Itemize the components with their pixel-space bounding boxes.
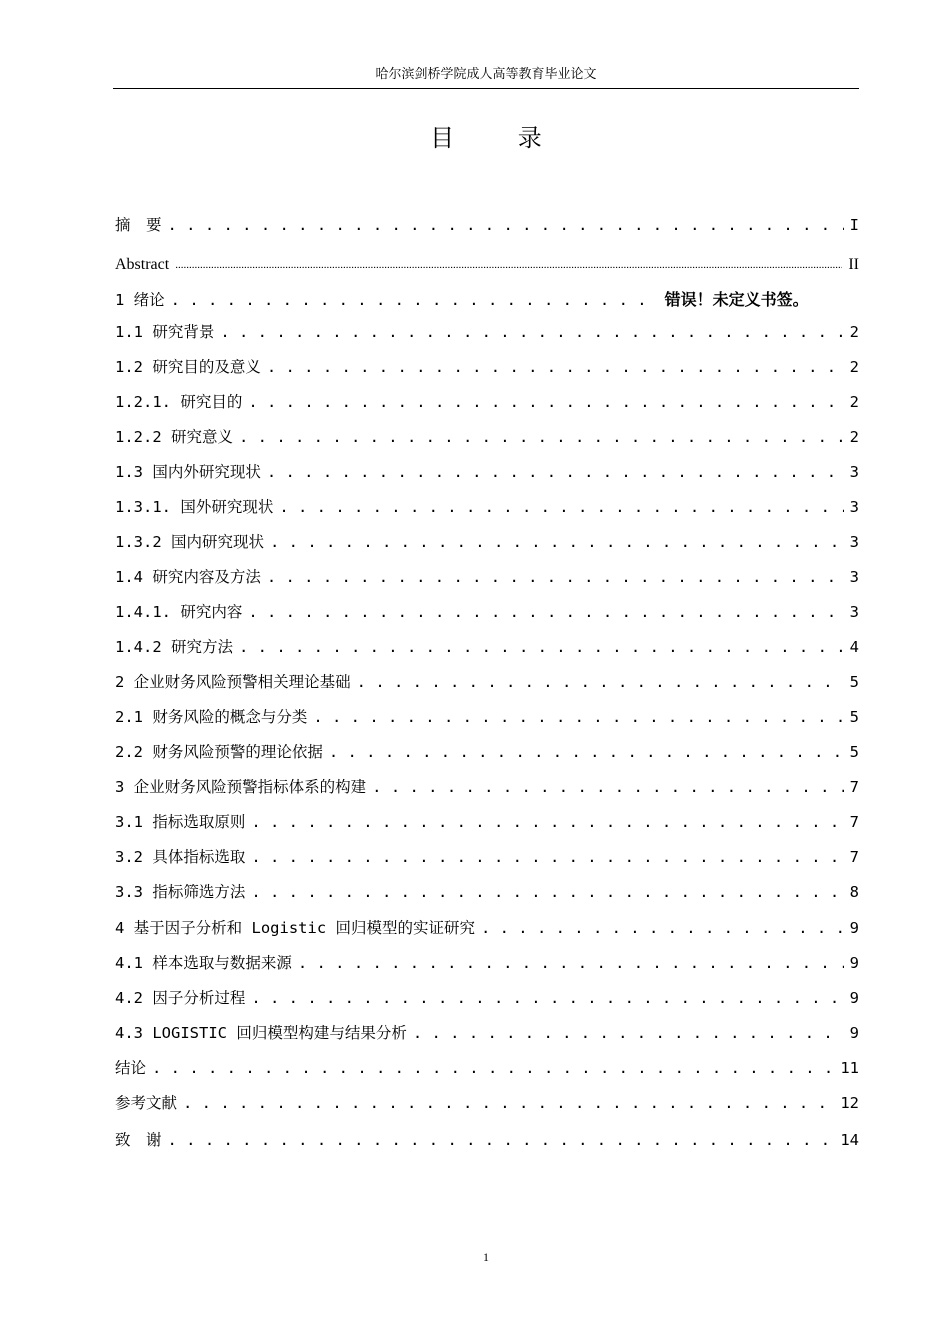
toc-entry-label: 2 企业财务风险预警相关理论基础 <box>115 673 351 691</box>
toc-entry-label: 4 基于因子分析和 Logistic 回归模型的实证研究 <box>115 919 475 937</box>
toc-entry-label: 1.3.1. 国外研究现状 <box>115 498 274 516</box>
toc-entry-page: 9 <box>849 989 859 1007</box>
toc-leader-dots <box>239 426 844 448</box>
toc-entry-page: 3 <box>849 463 859 481</box>
toc-entry[interactable] <box>115 1092 859 1114</box>
toc-entry[interactable] <box>115 776 859 798</box>
toc-leader-dots <box>481 917 844 939</box>
toc-entry[interactable] <box>115 289 859 311</box>
toc-entry-label: 1.2.1. 研究目的 <box>115 393 243 411</box>
toc-leader-dots <box>175 254 842 276</box>
toc-leader-dots <box>220 321 843 343</box>
toc-entry-label: 1.4 研究内容及方法 <box>115 568 261 586</box>
toc-leader-dots <box>267 566 844 588</box>
toc-entry-page: 2 <box>849 358 859 376</box>
toc-entry[interactable] <box>115 1129 859 1151</box>
toc-entry[interactable] <box>115 356 859 378</box>
toc-entry-label: 1.2 研究目的及意义 <box>115 358 261 376</box>
toc-leader-dots <box>357 671 844 693</box>
toc-entry[interactable] <box>115 846 859 868</box>
toc-entry[interactable] <box>115 391 859 413</box>
toc-leader-dots <box>413 1022 844 1044</box>
toc-leader-dots <box>251 846 843 868</box>
toc-leader-dots <box>171 289 651 311</box>
toc-leader-dots <box>329 741 844 763</box>
page-number: 1 <box>483 1250 489 1264</box>
toc-leader-dots <box>183 1092 834 1114</box>
toc-leader-dots <box>168 214 844 236</box>
toc-leader-dots <box>152 1057 834 1079</box>
toc-entry-label: 1.3 国内外研究现状 <box>115 463 261 481</box>
toc-entry-page: 9 <box>849 954 859 972</box>
toc-entry-page: 8 <box>849 883 859 901</box>
toc-entry-label: 摘 要 <box>115 216 162 234</box>
toc-entry[interactable] <box>115 636 859 658</box>
toc-entry-label: 1.1 研究背景 <box>115 323 215 341</box>
toc-entry-page: 7 <box>849 848 859 866</box>
toc-entry[interactable] <box>115 461 859 483</box>
toc-entry-label: 1.4.2 研究方法 <box>115 638 233 656</box>
page-title: 目 录 <box>430 124 570 152</box>
toc-entry-label: 3 企业财务风险预警指标体系的构建 <box>115 778 367 796</box>
running-header: 哈尔滨剑桥学院成人高等教育毕业论文 <box>375 67 597 82</box>
toc-entry-page: 5 <box>849 708 859 726</box>
toc-entry-page: 9 <box>849 1024 859 1042</box>
toc-entry[interactable] <box>115 496 859 518</box>
toc-entry-label: 4.2 因子分析过程 <box>115 989 246 1007</box>
toc-entry-label: 结论 <box>115 1059 147 1077</box>
toc-entry[interactable] <box>115 321 859 343</box>
toc-entry-page: 12 <box>840 1094 859 1112</box>
toc-entry[interactable] <box>115 426 859 448</box>
toc-entry-label: 1.4.1. 研究内容 <box>115 603 243 621</box>
toc-entry-page: 3 <box>849 568 859 586</box>
toc-leader-dots <box>267 461 844 483</box>
toc-entry[interactable] <box>115 706 859 728</box>
toc-entry[interactable] <box>115 741 859 763</box>
toc-entry-label: 4.1 样本选取与数据来源 <box>115 954 292 972</box>
toc-entry-page: 5 <box>849 743 859 761</box>
toc-entry[interactable] <box>115 1057 859 1079</box>
toc-entry[interactable] <box>115 671 859 693</box>
toc-entry-page: 3 <box>849 603 859 621</box>
toc-entry[interactable] <box>115 917 859 939</box>
toc-entry-label: Abstract <box>115 256 170 273</box>
toc-entry[interactable] <box>115 566 859 588</box>
toc-leader-dots <box>248 391 843 413</box>
toc-entry-label: 参考文献 <box>115 1094 178 1112</box>
toc-entry-page: 7 <box>849 778 859 796</box>
toc-leader-dots <box>248 601 843 623</box>
toc-leader-dots <box>251 987 843 1009</box>
toc-leader-dots <box>267 356 844 378</box>
toc-entry[interactable] <box>115 811 859 833</box>
toc-entry[interactable] <box>115 531 859 553</box>
toc-entry[interactable] <box>115 214 859 236</box>
toc-entry-label: 3.2 具体指标选取 <box>115 848 246 866</box>
toc-leader-dots <box>270 531 844 553</box>
toc-entry-page: 7 <box>849 813 859 831</box>
toc-entry[interactable] <box>115 1022 859 1044</box>
toc-leader-dots <box>239 636 844 658</box>
toc-entry-page: 14 <box>840 1131 859 1149</box>
header-rule <box>113 88 859 89</box>
toc-entry-label: 2.1 财务风险的概念与分类 <box>115 708 308 726</box>
toc-entry-page: 2 <box>849 393 859 411</box>
toc-entry[interactable] <box>115 254 859 276</box>
toc-entry-page: I <box>849 216 859 234</box>
toc-entry-label: 3.1 指标选取原则 <box>115 813 246 831</box>
toc-entry[interactable] <box>115 987 859 1009</box>
toc-entry-page: 4 <box>849 638 859 656</box>
toc-entry[interactable] <box>115 601 859 623</box>
toc-entry[interactable] <box>115 952 859 974</box>
toc-entry-page: 11 <box>840 1059 859 1077</box>
toc-entry-page: 5 <box>849 673 859 691</box>
toc-entry-page: 2 <box>849 323 859 341</box>
toc-leader-dots <box>298 952 844 974</box>
toc-entry-label: 致 谢 <box>115 1131 162 1149</box>
toc-leader-dots <box>279 496 843 518</box>
toc-entry-page: 3 <box>849 498 859 516</box>
toc-entry-label: 4.3 LOGISTIC 回归模型构建与结果分析 <box>115 1024 407 1042</box>
toc-leader-dots <box>372 776 843 798</box>
toc-leader-dots <box>313 706 843 728</box>
toc-entry-error: 错误！未定义书签。 <box>664 290 809 309</box>
toc-entry-page: II <box>848 256 859 273</box>
toc-leader-dots <box>251 881 843 903</box>
toc-entry[interactable] <box>115 881 859 903</box>
toc-entry-label: 2.2 财务风险预警的理论依据 <box>115 743 323 761</box>
toc-entry-page: 2 <box>849 428 859 446</box>
toc-entry-label: 1 绪论 <box>115 291 165 309</box>
toc-entry-label: 3.3 指标筛选方法 <box>115 883 246 901</box>
toc-leader-dots <box>251 811 843 833</box>
toc-leader-dots <box>168 1129 835 1151</box>
toc-entry-label: 1.3.2 国内研究现状 <box>115 533 264 551</box>
toc-entry-page: 3 <box>849 533 859 551</box>
toc-entry-page: 9 <box>849 919 859 937</box>
toc-entry-label: 1.2.2 研究意义 <box>115 428 233 446</box>
